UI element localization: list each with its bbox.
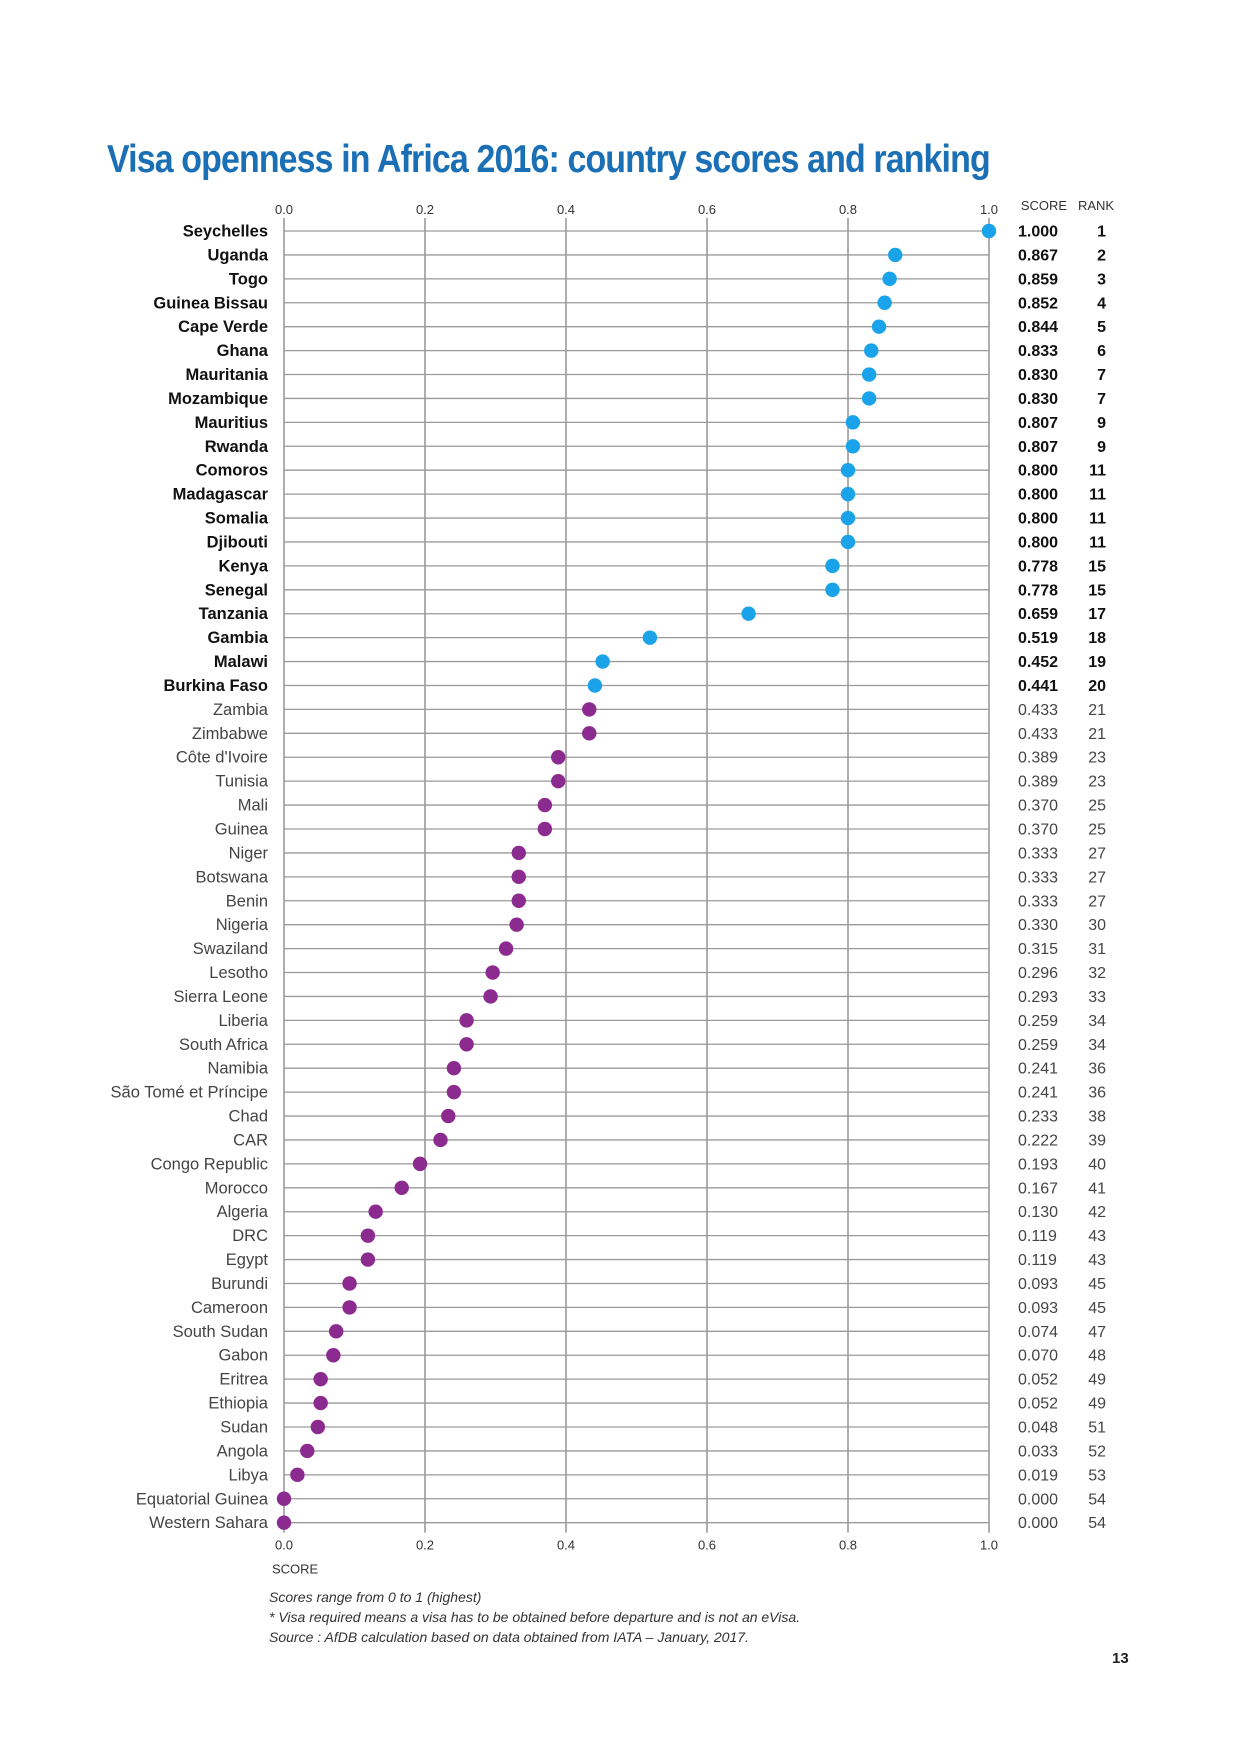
country-label: Djibouti [206, 533, 268, 552]
score-value: 0.119 [1018, 1228, 1057, 1246]
rank-value: 33 [1088, 988, 1106, 1006]
country-label: Senegal [204, 581, 268, 600]
rank-value: 4 [1097, 295, 1106, 313]
country-label: Namibia [207, 1059, 268, 1078]
score-value: 0.659 [1018, 606, 1059, 624]
country-label: Malawi [213, 653, 268, 672]
rank-value: 51 [1088, 1419, 1106, 1437]
data-point [872, 319, 886, 333]
data-point [864, 343, 878, 357]
rank-value: 49 [1088, 1371, 1106, 1389]
data-point [841, 511, 855, 525]
x-tick-label-bottom: 0.8 [838, 1537, 858, 1553]
rank-value: 11 [1089, 462, 1106, 480]
country-label: South Sudan [172, 1322, 268, 1341]
data-point [841, 487, 855, 501]
country-label: Sudan [220, 1418, 268, 1437]
score-value: 0.074 [1018, 1323, 1059, 1341]
score-value: 0.241 [1018, 1084, 1059, 1102]
data-point [395, 1181, 409, 1195]
data-point [841, 535, 855, 549]
rank-value: 7 [1097, 367, 1106, 385]
note-visa-required: * Visa required means a visa has to be obtained before departure and is not an eVisa. [269, 1609, 801, 1625]
rank-value: 52 [1088, 1443, 1106, 1461]
score-value: 0.048 [1018, 1419, 1059, 1437]
score-value: 0.241 [1018, 1060, 1059, 1078]
country-label: Madagascar [172, 485, 268, 504]
data-point [342, 1276, 356, 1290]
country-label: Eritrea [219, 1370, 268, 1389]
data-point [588, 678, 602, 692]
score-value: 0.333 [1018, 893, 1059, 911]
rank-value: 9 [1097, 438, 1106, 456]
country-label: Sierra Leone [173, 987, 268, 1006]
score-value: 0.389 [1018, 773, 1059, 791]
note-source: Source : AfDB calculation based on data obtained from IATA – January, 2017. [269, 1629, 749, 1645]
score-value: 0.370 [1018, 797, 1059, 815]
rank-value: 11 [1089, 486, 1106, 504]
data-point [499, 941, 513, 955]
data-point [551, 774, 565, 788]
country-label: Seychelles [182, 222, 268, 241]
rank-value: 53 [1088, 1467, 1106, 1485]
data-point [841, 463, 855, 477]
data-point [361, 1228, 375, 1242]
country-label: Zambia [212, 700, 268, 719]
rank-value: 30 [1088, 917, 1106, 935]
score-value: 0.000 [1018, 1515, 1059, 1533]
country-label: Lesotho [209, 964, 268, 983]
country-label: Congo Republic [150, 1155, 268, 1174]
country-label: Benin [225, 892, 268, 911]
x-tick-label-top: 0.6 [697, 202, 717, 217]
rank-value: 40 [1088, 1156, 1106, 1174]
data-point [512, 846, 526, 860]
score-value: 0.778 [1018, 582, 1059, 600]
score-value: 0.833 [1018, 343, 1059, 361]
score-column-header: SCORE [1020, 198, 1068, 213]
x-tick-label-bottom: 0.6 [697, 1537, 717, 1553]
country-label: Mauritania [185, 366, 268, 385]
data-point [538, 822, 552, 836]
country-label: Tanzania [198, 605, 268, 624]
score-value: 0.433 [1018, 725, 1059, 743]
rank-value: 23 [1088, 773, 1106, 791]
rank-value: 36 [1088, 1084, 1106, 1102]
score-value: 0.119 [1018, 1252, 1057, 1270]
data-point [368, 1205, 382, 1219]
score-value: 0.433 [1018, 701, 1059, 719]
score-value: 0.867 [1018, 247, 1059, 265]
rank-value: 21 [1088, 701, 1106, 719]
rank-value: 25 [1088, 821, 1106, 839]
rank-value: 21 [1088, 725, 1106, 743]
score-value: 0.800 [1018, 486, 1059, 504]
country-label: São Tomé et Príncipe [110, 1083, 268, 1102]
x-tick-label-bottom: 0.0 [274, 1537, 294, 1553]
score-value: 0.315 [1018, 941, 1059, 959]
data-point [311, 1420, 325, 1434]
score-value: 0.093 [1018, 1275, 1059, 1293]
score-value: 0.830 [1018, 390, 1059, 408]
score-value: 0.452 [1018, 654, 1059, 672]
rank-value: 41 [1088, 1180, 1106, 1198]
data-point [433, 1133, 447, 1147]
rank-value: 48 [1088, 1347, 1106, 1365]
score-value: 0.800 [1018, 462, 1059, 480]
rank-value: 49 [1088, 1395, 1106, 1413]
country-label: Equatorial Guinea [135, 1490, 268, 1509]
rank-value: 27 [1088, 893, 1106, 911]
data-point [313, 1396, 327, 1410]
country-label: Western Sahara [149, 1514, 268, 1533]
score-value: 0.019 [1018, 1467, 1059, 1485]
country-label: Cameroon [190, 1298, 268, 1317]
country-label: Côte d'Ivoire [175, 748, 268, 767]
data-point [862, 391, 876, 405]
score-value: 0.259 [1018, 1036, 1059, 1054]
rank-value: 31 [1088, 941, 1106, 959]
rank-column-header: RANK [1077, 198, 1115, 213]
country-label: Somalia [204, 509, 268, 528]
country-label: Libya [228, 1466, 268, 1485]
data-point [982, 224, 996, 238]
data-point [582, 726, 596, 740]
data-point [277, 1515, 291, 1529]
score-value: 0.844 [1018, 319, 1059, 337]
data-point [485, 965, 499, 979]
score-value: 0.193 [1018, 1156, 1059, 1174]
data-point [538, 798, 552, 812]
data-point [741, 607, 755, 621]
score-value: 0.807 [1018, 414, 1059, 432]
rank-value: 38 [1088, 1108, 1106, 1126]
data-point [342, 1300, 356, 1314]
data-point [313, 1372, 327, 1386]
country-label: CAR [233, 1131, 268, 1150]
country-label: Mali [237, 796, 268, 815]
country-label: South Africa [179, 1035, 268, 1054]
country-label: Zimbabwe [191, 724, 268, 743]
score-value: 0.519 [1018, 630, 1059, 648]
data-point [862, 367, 876, 381]
country-label: Egypt [225, 1251, 268, 1270]
rank-value: 27 [1088, 869, 1106, 887]
score-value: 0.093 [1018, 1299, 1059, 1317]
country-label: Gabon [218, 1346, 268, 1365]
country-label: Chad [228, 1107, 268, 1126]
country-label: Niger [228, 844, 268, 863]
data-point [326, 1348, 340, 1362]
score-value: 0.389 [1018, 749, 1059, 767]
rank-value: 17 [1088, 606, 1106, 624]
score-value: 0.800 [1018, 534, 1059, 552]
data-point [509, 917, 523, 931]
score-value: 0.800 [1018, 510, 1059, 528]
data-point [825, 559, 839, 573]
score-value: 0.370 [1018, 821, 1059, 839]
score-value: 0.293 [1018, 988, 1059, 1006]
country-label: Guinea [214, 820, 268, 839]
data-point [290, 1468, 304, 1482]
rank-value: 7 [1097, 390, 1106, 408]
rank-value: 19 [1088, 654, 1106, 672]
country-label: Angola [216, 1442, 268, 1461]
rank-value: 3 [1097, 271, 1106, 289]
data-point [441, 1109, 455, 1123]
x-tick-label-top: 0.8 [838, 202, 858, 217]
rank-value: 32 [1088, 965, 1106, 983]
country-label: Cape Verde [178, 318, 268, 337]
data-point [888, 248, 902, 262]
country-label: Burkina Faso [163, 676, 268, 695]
score-value: 0.441 [1018, 677, 1059, 695]
score-value: 0.052 [1018, 1395, 1059, 1413]
data-point [361, 1252, 375, 1266]
score-value: 0.070 [1018, 1347, 1059, 1365]
country-label: Guinea Bissau [153, 294, 268, 313]
x-tick-label-bottom: 1.0 [979, 1537, 999, 1553]
score-value: 0.130 [1018, 1204, 1059, 1222]
data-point [459, 1037, 473, 1051]
rank-value: 27 [1088, 845, 1106, 863]
score-value: 0.222 [1018, 1132, 1059, 1150]
rank-value: 34 [1088, 1036, 1106, 1054]
score-value: 0.859 [1018, 271, 1059, 289]
country-label: Mozambique [168, 389, 268, 408]
x-tick-label-top: 1.0 [979, 202, 999, 217]
rank-value: 9 [1097, 414, 1106, 432]
rank-value: 1 [1097, 223, 1106, 241]
country-label: Algeria [216, 1203, 268, 1222]
x-tick-label-top: 0.2 [415, 202, 435, 217]
score-value: 0.259 [1018, 1012, 1059, 1030]
score-value: 0.852 [1018, 295, 1059, 313]
country-label: Ethiopia [208, 1394, 268, 1413]
data-point [846, 439, 860, 453]
data-point [512, 870, 526, 884]
score-value: 0.296 [1018, 965, 1059, 983]
rank-value: 6 [1097, 343, 1106, 361]
rank-value: 54 [1088, 1515, 1106, 1533]
score-value: 1.000 [1018, 223, 1059, 241]
country-label: Tunisia [215, 772, 268, 791]
score-value: 0.167 [1018, 1180, 1059, 1198]
rank-value: 43 [1088, 1252, 1106, 1270]
rank-value: 11 [1089, 510, 1106, 528]
x-tick-label-top: 0.4 [556, 202, 576, 217]
country-label: Swaziland [192, 940, 268, 959]
score-value: 0.778 [1018, 558, 1059, 576]
rank-value: 20 [1088, 677, 1106, 695]
data-point [877, 296, 891, 310]
country-label: Burundi [211, 1274, 268, 1293]
score-value: 0.830 [1018, 367, 1059, 385]
country-label: Mauritius [194, 413, 268, 432]
rank-value: 43 [1088, 1228, 1106, 1246]
country-label: Nigeria [215, 916, 268, 935]
score-value: 0.033 [1018, 1443, 1059, 1461]
score-value: 0.807 [1018, 438, 1059, 456]
data-point [447, 1085, 461, 1099]
rank-value: 15 [1088, 582, 1106, 600]
country-label: Ghana [216, 342, 268, 361]
data-point [595, 654, 609, 668]
country-label: Kenya [218, 557, 268, 576]
rank-value: 45 [1088, 1275, 1106, 1293]
x-tick-label-bottom: 0.2 [415, 1537, 435, 1553]
rank-value: 39 [1088, 1132, 1106, 1150]
score-value: 0.052 [1018, 1371, 1059, 1389]
score-value: 0.330 [1018, 917, 1059, 935]
country-label: Gambia [207, 629, 268, 648]
x-axis-label: SCORE [272, 1561, 319, 1577]
data-point [512, 894, 526, 908]
score-value: 0.333 [1018, 845, 1059, 863]
data-point [582, 702, 596, 716]
country-label: Uganda [207, 246, 268, 265]
country-label: Comoros [195, 461, 268, 480]
x-tick-label-bottom: 0.4 [556, 1537, 576, 1553]
rank-value: 11 [1089, 534, 1106, 552]
rank-value: 15 [1088, 558, 1106, 576]
rank-value: 45 [1088, 1299, 1106, 1317]
data-point [483, 989, 497, 1003]
country-label: Liberia [218, 1011, 268, 1030]
score-value: 0.000 [1018, 1491, 1059, 1509]
country-label: DRC [232, 1227, 268, 1246]
data-point [551, 750, 565, 764]
page-title: Visa openness in Africa 2016: country scores and ranking [107, 138, 990, 181]
score-value: 0.333 [1018, 869, 1059, 887]
data-point [825, 583, 839, 597]
rank-value: 23 [1088, 749, 1106, 767]
note-score-range: Scores range from 0 to 1 (highest) [269, 1589, 482, 1605]
page-number: 13 [1112, 1650, 1129, 1667]
rank-value: 42 [1088, 1204, 1106, 1222]
data-point [643, 630, 657, 644]
rank-value: 34 [1088, 1012, 1106, 1030]
chart-notes [269, 1587, 800, 1647]
country-label: Togo [228, 270, 268, 289]
rank-value: 54 [1088, 1491, 1106, 1509]
rank-value: 2 [1097, 247, 1106, 265]
country-label: Rwanda [204, 437, 268, 456]
data-point [413, 1157, 427, 1171]
rank-value: 18 [1088, 630, 1106, 648]
data-point [277, 1492, 291, 1506]
x-tick-label-top: 0.0 [274, 202, 294, 217]
rank-value: 25 [1088, 797, 1106, 815]
data-point [846, 415, 860, 429]
rank-value: 36 [1088, 1060, 1106, 1078]
rank-value: 5 [1097, 319, 1106, 337]
country-label: Botswana [195, 868, 268, 887]
data-point [300, 1444, 314, 1458]
data-point [329, 1324, 343, 1338]
data-point [882, 272, 896, 286]
score-value: 0.233 [1018, 1108, 1059, 1126]
data-point [459, 1013, 473, 1027]
rank-value: 47 [1088, 1323, 1106, 1341]
country-label: Morocco [204, 1179, 268, 1198]
data-point [447, 1061, 461, 1075]
